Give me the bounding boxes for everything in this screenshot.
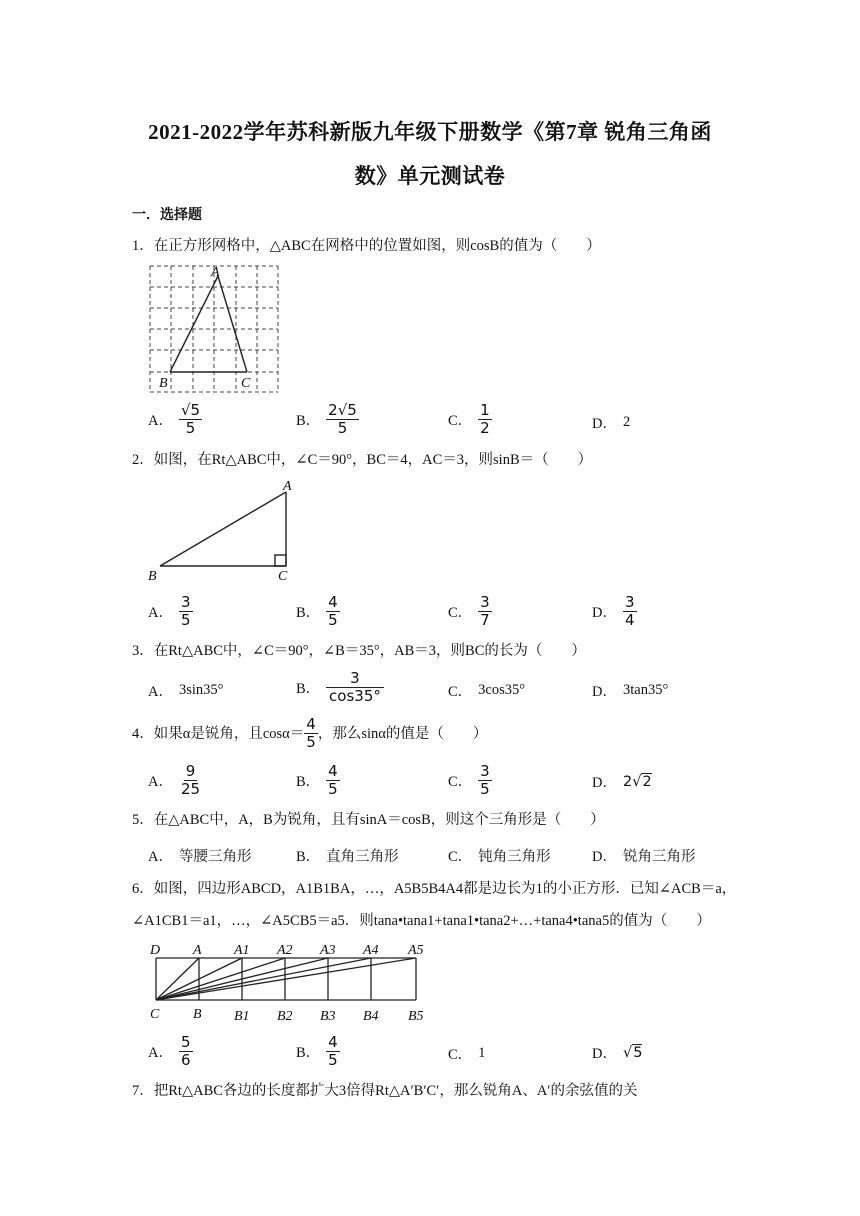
q6-label-a2: A2 — [277, 943, 293, 958]
q6-label-a: A — [193, 943, 202, 958]
fraction: $\frac{9}{25}$ — [180, 762, 201, 798]
question-7-stem: 7．把Rt△ABC各边的长度都扩大3倍得Rt△A′B′C′，那么锐角A、A′的余弦值的关 — [132, 1083, 638, 1099]
fraction: $\frac{1}{2}$ — [480, 401, 490, 437]
fraction: $\frac{2√5}{5}$ — [328, 401, 357, 437]
q2-option-c[interactable]: C． $\frac{3}{7}$ — [448, 593, 490, 629]
q3-option-d[interactable]: D． 3tan35° — [592, 682, 669, 700]
q2-label-c: C — [278, 569, 288, 584]
q5-option-b[interactable]: B． 直角三角形 — [296, 849, 399, 865]
fraction: $\frac{3}{4}$ — [624, 593, 635, 629]
q3-option-a[interactable]: A． 3sin35° — [148, 682, 224, 700]
question-2-triangle-figure — [146, 476, 302, 584]
q1-label-a: A — [211, 265, 220, 280]
q6-label-b: B — [193, 1007, 202, 1022]
q6-option-d[interactable]: D． √5 — [592, 1044, 643, 1062]
question-5-stem: 5．在△ABC中，A，B为锐角，且有sinA＝cosB，则这个三角形是（ ） — [132, 812, 605, 828]
q5-option-d[interactable]: D． 锐角三角形 — [592, 849, 696, 865]
q6-label-b3: B3 — [320, 1009, 336, 1024]
q6-label-b1: B1 — [234, 1009, 250, 1024]
q3-option-b[interactable]: B． $\frac{3}{\cos 35^\circ}$ — [296, 670, 384, 705]
q6-label-b4: B4 — [363, 1009, 379, 1024]
q2-option-a[interactable]: A． $\frac{3}{5}$ — [148, 593, 191, 629]
fraction: $\frac{5}{6}$ — [180, 1033, 191, 1069]
q1-label-b: B — [159, 376, 168, 391]
q6-option-c[interactable]: C． 1 — [448, 1045, 486, 1063]
q6-label-a5: A5 — [408, 943, 424, 958]
radical: 2√2 — [622, 773, 652, 790]
q6-option-b[interactable]: B． $\frac{4}{5}$ — [296, 1033, 338, 1069]
q6-label-a1: A1 — [234, 943, 250, 958]
question-2-stem: 2．如图，在Rt△ABC中，∠C＝90°，BC＝4，AC＝3，则sinB＝（ ） — [132, 452, 593, 468]
fraction: $\frac{4}{5}$ — [328, 1033, 338, 1069]
section-heading: 一．选择题 — [132, 208, 202, 223]
q2-option-b[interactable]: B． $\frac{4}{5}$ — [296, 593, 338, 629]
q6-label-a4: A4 — [363, 943, 379, 958]
fraction: $\frac{√5}{5}$ — [180, 401, 201, 437]
question-6-stem-line1: 6．如图，四边形ABCD，A1B1BA，…，A5B5B4A4都是边长为1的小正方形．已知∠ACB＝a， — [132, 881, 737, 897]
fraction: $\frac{4}{5}$ — [328, 762, 338, 798]
q6-label-d: D — [150, 943, 161, 958]
q6-label-b5: B5 — [408, 1009, 424, 1024]
q4-option-d[interactable]: D． 2√2 — [592, 773, 652, 791]
q6-label-b2: B2 — [277, 1009, 293, 1024]
q1-option-c[interactable]: C． $\frac{1}{2}$ — [448, 401, 490, 437]
q5-option-c[interactable]: C． 钝角三角形 — [448, 849, 551, 865]
page-title-line2: 数》单元测试卷 — [354, 164, 506, 188]
q2-option-d[interactable]: D． $\frac{3}{4}$ — [592, 593, 635, 629]
question-6-stem-line2: ∠A1CB1＝a1，…，∠A5CB5＝a5．则tana•tana1+tana1•tana2+…+tana4•tana5的值为（ ） — [132, 913, 711, 929]
q6-label-c: C — [150, 1007, 160, 1022]
question-1-stem: 1．在正方形网格中，△ABC在网格中的位置如图，则cosB的值为（ ） — [132, 238, 601, 254]
q1-option-a[interactable]: A． $\frac{√5}{5}$ — [148, 401, 201, 437]
q6-label-a3: A3 — [320, 943, 336, 958]
fraction: $\frac{4}{5}$ — [306, 715, 316, 751]
q2-label-a: A — [283, 479, 292, 494]
fraction: $\frac{3}{5}$ — [180, 593, 191, 629]
q1-option-d[interactable]: D． 2 — [592, 414, 631, 432]
q1-option-b[interactable]: B． $\frac{2√5}{5}$ — [296, 401, 357, 437]
question-1-grid-figure — [146, 262, 284, 394]
fraction: $\frac{3}{5}$ — [480, 762, 490, 798]
q5-option-a[interactable]: A． 等腰三角形 — [148, 849, 252, 865]
q3-option-c[interactable]: C． 3cos35° — [448, 682, 526, 700]
question-6-squares-figure — [144, 940, 434, 1026]
q2-label-b: B — [148, 569, 157, 584]
q6-option-a[interactable]: A． $\frac{5}{6}$ — [148, 1033, 191, 1069]
q1-label-c: C — [241, 376, 251, 391]
fraction: $\frac{3}{\cos 35^\circ}$ — [326, 670, 384, 705]
q4-option-b[interactable]: B． $\frac{4}{5}$ — [296, 762, 338, 798]
fraction: $\frac{4}{5}$ — [328, 593, 338, 629]
radical: √5 — [622, 1044, 643, 1061]
question-3-stem: 3．在Rt△ABC中，∠C＝90°，∠B＝35°，AB＝3，则BC的长为（ ） — [132, 643, 586, 659]
q4-option-c[interactable]: C． $\frac{3}{5}$ — [448, 762, 490, 798]
q4-option-a[interactable]: A． $\frac{9}{25}$ — [148, 762, 201, 798]
page-title-line1: 2021-2022学年苏科新版九年级下册数学《第7章 锐角三角函 — [148, 120, 712, 144]
fraction: $\frac{3}{7}$ — [480, 593, 490, 629]
question-4-stem: 4．如果α是锐角，且cosα＝ $\frac{4}{5}$ ，那么sinα的值是（ ） — [132, 715, 488, 751]
